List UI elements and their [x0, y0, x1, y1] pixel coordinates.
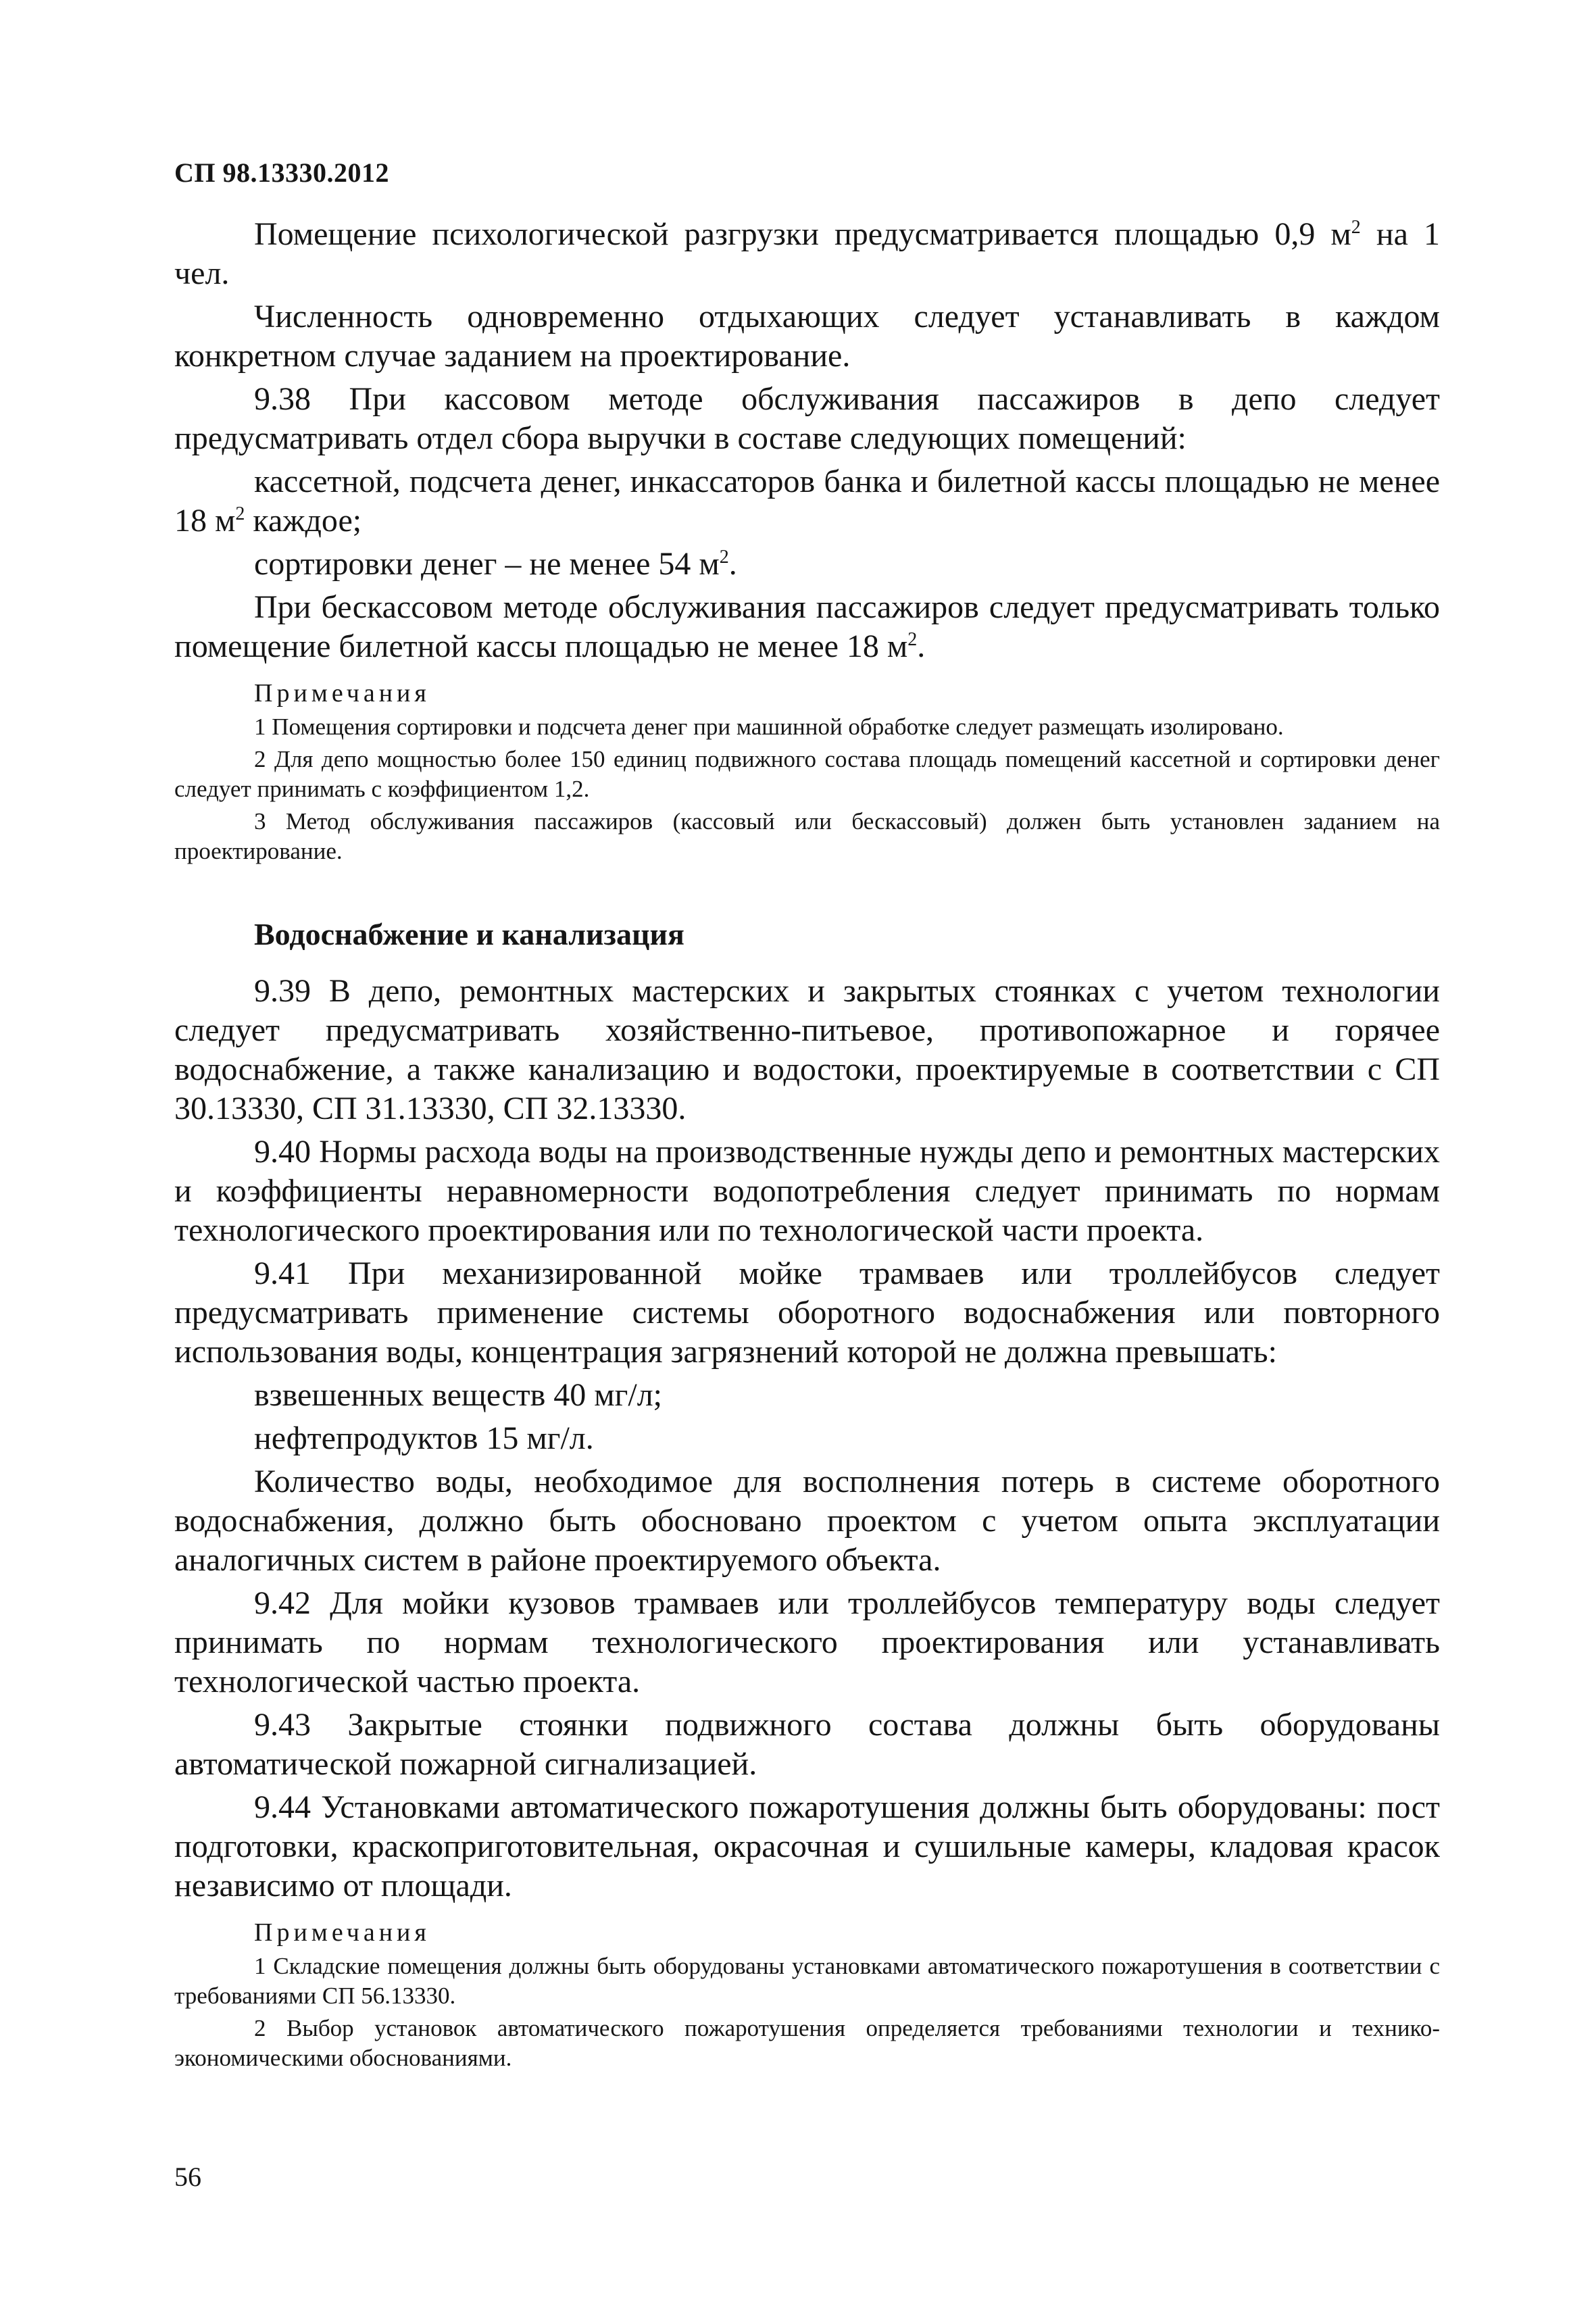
note-1-2: 2 Для депо мощностью более 150 единиц подвижного состава площадь помещений кассетной и сортировки денег следует принимать с коэффициентом 1,2.: [174, 746, 1440, 802]
paragraph-water-amount: Количество воды, необходимое для восполнения потерь в системе оборотного водоснабжения, должно быть обосновано проектом с учетом опыта эксплуатации аналогичных систем в районе проектируемого объекта.: [174, 1464, 1440, 1578]
note-1-3: 3 Метод обслуживания пассажиров (кассовый или бескассовый) должен быть установлен заданием на проектирование.: [174, 808, 1440, 864]
note-2-2: 2 Выбор установок автоматического пожаротушения определяется требованиями технологии и технико-экономическими обоснованиями.: [174, 2015, 1440, 2071]
paragraph-suspended-solids: взвешенных веществ 40 мг/л;: [254, 1377, 662, 1413]
paragraph-9-41: 9.41 При механизированной мойке трамваев или троллейбусов следует предусматривать применение системы оборотного водоснабжения или повторного использования воды, концентрация загрязнений которой не должна превышать:: [174, 1255, 1440, 1370]
paragraph-cashless: При бескассовом методе обслуживания пассажиров следует предусматривать только помещение билетной кассы площадью не менее 18 $м^2$.: [174, 589, 1440, 664]
notes-title-1: Примечания: [254, 679, 430, 707]
paragraph-9-40: 9.40 Нормы расхода воды на производственные нужды депо и ремонтных мастерских и коэффициенты неравномерности водопотребления следует принимать по нормам технологического проектирования или по технологической части проекта.: [174, 1134, 1440, 1248]
section-text-block: [174, 972, 1440, 2076]
paragraph-9-39: 9.39 В депо, ремонтных мастерских и закрытых стоянках с учетом технологии следует предусматривать хозяйственно-питьевое, противопожарное и горячее водоснабжение, а также канализацию и водостоки, проектируемые в соответствии с СП 30.13330, СП 31.13330, СП 32.13330.: [174, 973, 1440, 1126]
paragraph-resting-count: Численность одновременно отдыхающих следует устанавливать в каждом конкретном случае заданием на проектирование.: [174, 299, 1440, 374]
paragraph-psych-room: Помещение психологической разгрузки предусматривается площадью 0,9 $м^2$ на 1 чел.: [174, 216, 1440, 291]
paragraph-sorting: сортировки денег – не менее 54 $м^2$.: [254, 546, 737, 582]
paragraph-9-42: 9.42 Для мойки кузовов трамваев или троллейбусов температуру воды следует принимать по нормам технологического проектирования или устанавливать технологической частью проекта.: [174, 1585, 1440, 1699]
notes-title-2: Примечания: [254, 1918, 430, 1947]
paragraph-cassette-rooms: кассетной, подсчета денег, инкассаторов банка и билетной кассы площадью не менее 18 $м^2$ каждое;: [174, 464, 1440, 539]
paragraph-9-44: 9.44 Установками автоматического пожаротушения должны быть оборудованы: пост подготовки, краскоприготовительная, окрасочная и сушильные камеры, кладовая красок независимо от площади.: [174, 1789, 1440, 1903]
paragraph-oil-products: нефтепродуктов 15 мг/л.: [254, 1420, 594, 1456]
paragraph-9-43: 9.43 Закрытые стоянки подвижного состава должны быть оборудованы автоматической пожарной сигнализацией.: [174, 1707, 1440, 1782]
page-number: 56: [174, 2162, 201, 2192]
paragraph-9-38: 9.38 При кассовом методе обслуживания пассажиров в депо следует предусматривать отдел сбора выручки в составе следующих помещений:: [174, 381, 1440, 456]
note-2-1: 1 Складские помещения должны быть оборудованы установками автоматического пожаротушения в соответствии с требованиями СП 56.13330.: [174, 1953, 1440, 2009]
note-1-1: 1 Помещения сортировки и подсчета денег при машинной обработке следует размещать изолировано.: [254, 714, 1284, 740]
section-title: Водоснабжение и канализация: [254, 917, 684, 951]
top-text-block: [174, 215, 1440, 869]
document-header: СП 98.13330.2012: [174, 157, 389, 188]
